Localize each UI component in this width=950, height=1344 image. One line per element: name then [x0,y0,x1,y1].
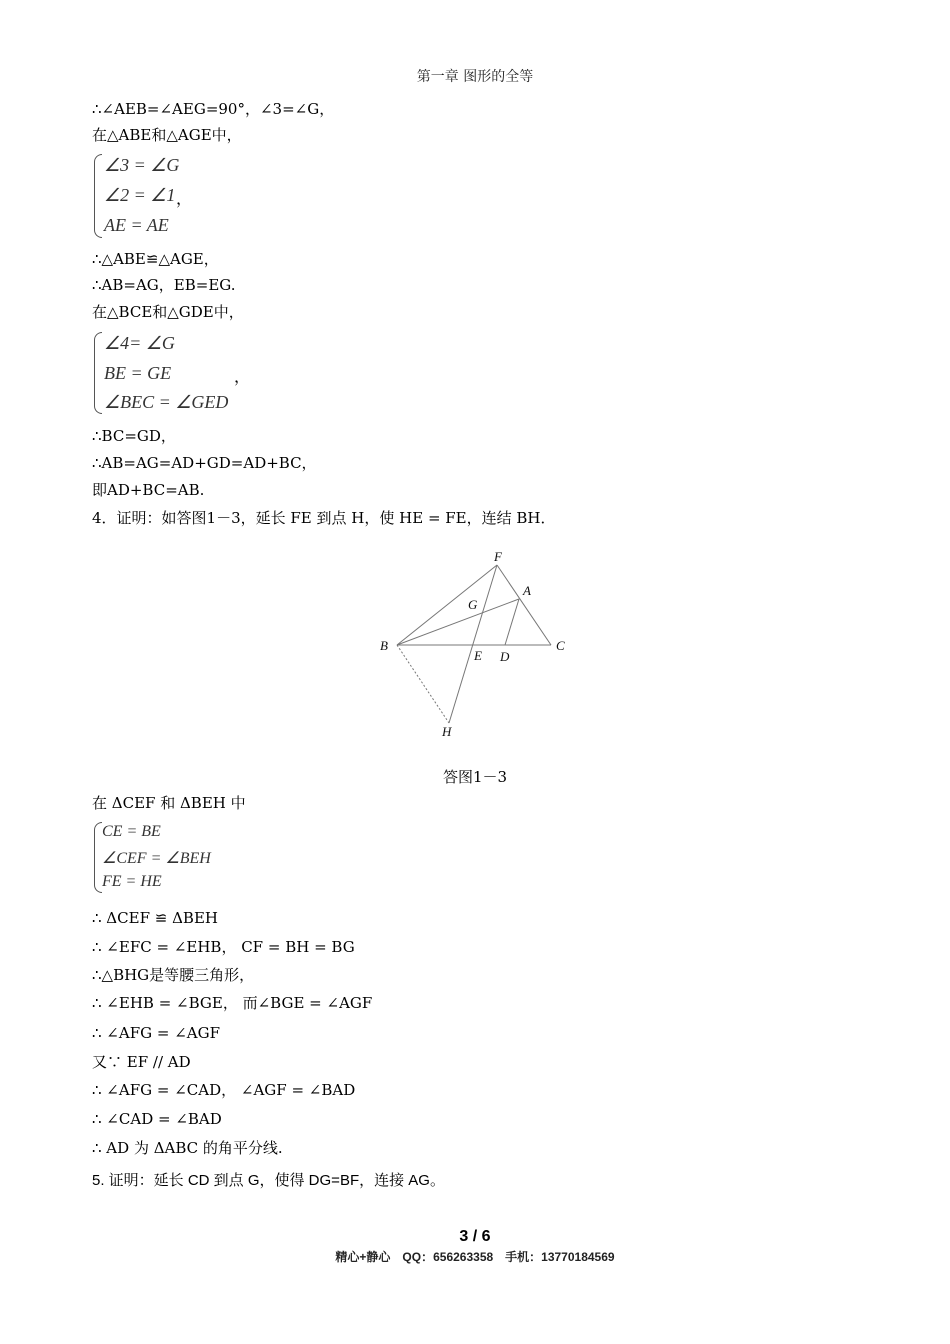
point-label-h: H [442,724,452,739]
system-comma: ， [176,189,193,208]
page-header: 第一章 图形的全等 [416,69,534,85]
system-row: AE = AE [104,215,169,235]
system-row: BE = GE [104,363,172,383]
proof-line-9: 4．证明：如答图1－3，延长 FE 到点 H，使 HE = FE，连结 BH． [92,509,556,527]
segment-bh-line [397,565,497,645]
system-comma: ， [234,367,251,386]
segment-fc [497,565,551,645]
segment-bh-dashed [397,645,449,723]
proof-line-1: ∴∠AEB=∠AEG=90°，∠3=∠G， [92,100,335,118]
system-row: ∠CEF = ∠BEH [102,850,211,867]
proof-line-10: 在 ΔCEF 和 ΔBEH 中 [92,794,246,812]
system-row: CE = BE [102,823,161,840]
proof-line-14: ∴ ∠EHB = ∠BGE， 而∠BGE = ∠AGF [92,994,373,1012]
proof-line-7: ∴AB=AG=AD+GD=AD+BC， [92,454,317,472]
point-label-g: G [468,597,478,612]
page-footer: 精心+静心 QQ：656263358 手机：13770184569 [335,1250,615,1264]
geometry-figure [370,545,580,745]
left-brace [94,332,102,414]
segment-ad [505,599,519,645]
left-brace [94,154,102,238]
system-row: ∠BEC = ∠GED [104,392,229,412]
proof-line-8: 即AD+BC=AB. [92,481,205,499]
equation-system-bce-gde [92,330,242,416]
system-row: ∠4= ∠G [104,333,175,353]
point-label-e: E [474,648,482,663]
proof-line-3: ∴△ABE≌△AGE， [92,250,219,268]
proof-line-13: ∴△BHG是等腰三角形， [92,966,255,984]
proof-line-2: 在△ABE和△AGE中， [92,126,242,144]
system-row: FE = HE [102,873,162,890]
system-row: ∠3 = ∠G [104,155,180,175]
point-label-c: C [556,638,565,653]
proof-line-11: ∴ ΔCEF ≌ ΔBEH [92,909,218,927]
system-row: ∠2 = ∠1 [104,185,176,205]
proof-line-16: 又∵ EF // AD [92,1053,191,1071]
proof-line-5: 在△BCE和△GDE中， [92,303,244,321]
point-label-d: D [500,649,510,664]
equation-system-abe-age [92,152,212,240]
left-brace [94,822,102,893]
point-label-f: F [494,549,502,564]
proof-line-12: ∴ ∠EFC = ∠EHB， CF = BH = BG [92,938,355,956]
figure-caption: 答图1－3 [442,768,508,786]
segment-fh [449,565,497,723]
equation-system-cef-beh [92,820,252,895]
proof-line-6: ∴BC=GD， [92,427,176,445]
point-label-b: B [380,638,388,653]
proof-line-20: 5. 证明：延长 CD 到点 G，使得 DG=BF，连接 AG。 [92,1172,445,1189]
segment-ba [397,599,519,645]
proof-line-17: ∴ ∠AFG = ∠CAD， ∠AGF = ∠BAD [92,1081,356,1099]
point-label-a: A [523,583,531,598]
proof-line-18: ∴ ∠CAD = ∠BAD [92,1110,222,1128]
proof-line-15: ∴ ∠AFG = ∠AGF [92,1024,220,1042]
page-number: 3 / 6 [459,1228,491,1245]
proof-line-4: ∴AB=AG，EB=EG. [92,276,236,294]
proof-line-19: ∴ AD 为 ΔABC 的角平分线. [92,1139,283,1157]
